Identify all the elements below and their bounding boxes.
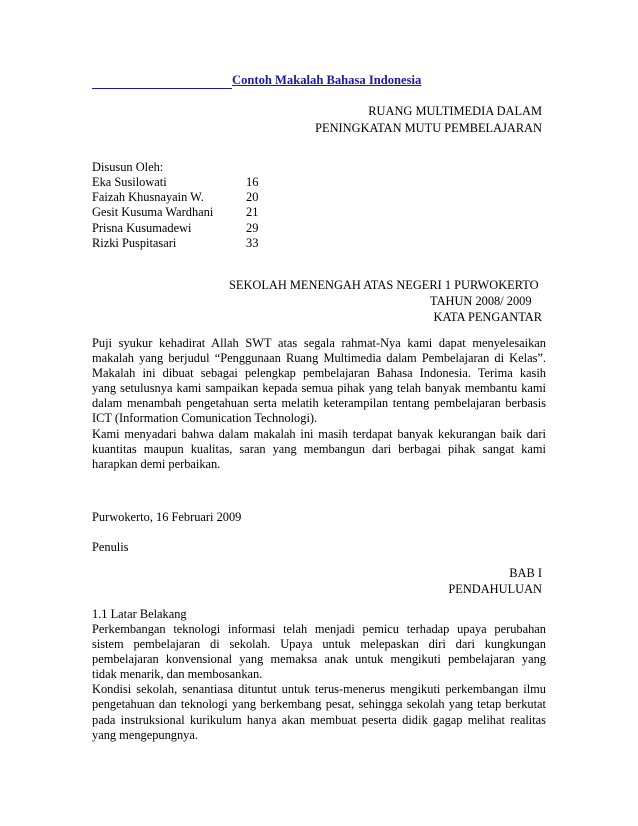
text-line: Kami menyadari bahwa dalam makalah ini masih terdapat banyak kekurangan baik dari xyxy=(92,426,546,441)
text-line: Puji syukur kehadirat Allah SWT atas segala rahmat-Nya kami dapat menyelesaikan xyxy=(92,336,546,350)
author-number: 33 xyxy=(246,235,259,250)
text-line: Perkembangan teknologi informasi telah menjadi pemicu terhadap upaya perubahan xyxy=(92,622,546,636)
author-row xyxy=(92,236,276,251)
text-line: dalam menambah pengetahuan serta melatih keterampilan tentang pembelajaran berbasis xyxy=(92,396,546,411)
author-row xyxy=(92,205,276,220)
author-name: Faizah Khusnayain W. xyxy=(92,190,204,205)
author-name: Gesit Kusuma Wardhani xyxy=(92,205,214,220)
author-name: Prisna Kusumadewi xyxy=(92,220,192,235)
disusun-oleh-label: Disusun Oleh: xyxy=(92,160,164,174)
author-row xyxy=(92,175,276,190)
school-name: SEKOLAH MENENGAH ATAS NEGERI 1 PURWOKERTO xyxy=(229,278,539,292)
author-number: 20 xyxy=(246,190,259,205)
penulis-label: Penulis xyxy=(92,540,129,554)
text-line: yang mengepungnya. xyxy=(92,727,198,742)
text-line: pengetahuan dan teknologi yang berkembang pesat, sehingga sekolah yang tetap berkutat xyxy=(92,697,546,712)
pendahuluan-heading: PENDAHULUAN xyxy=(448,582,542,596)
text-line: tidak menarik, dan membosankan. xyxy=(92,667,263,682)
text-line: harapkan demi perbaikan. xyxy=(92,456,221,471)
kata-pengantar-heading: KATA PENGANTAR xyxy=(433,310,542,324)
author-row xyxy=(92,221,276,236)
preface-paragraph-1 xyxy=(92,336,546,472)
author-name: Rizki Puspitasari xyxy=(92,235,177,250)
author-name: Eka Susilowati xyxy=(92,175,167,189)
text-line: yang setulusnya kami sampaikan kepada semua pihak yang telah banyak membantu kami xyxy=(92,381,546,396)
author-list xyxy=(92,175,276,251)
text-line: kuantitas maupun kualitas, saran yang membangun dari berbagai pihak sangat kami xyxy=(92,441,546,456)
section-heading-1-1: 1.1 Latar Belakang xyxy=(92,607,187,621)
text-line: ICT (Information Comunication Technologi). xyxy=(92,411,318,426)
text-line: makalah yang berjudul “Penggunaan Ruang Multimedia dalam Pembelajaran di Kelas”. xyxy=(92,351,546,366)
body-paragraphs xyxy=(92,622,546,743)
author-number: 21 xyxy=(246,205,259,220)
text-line: Kondisi sekolah, senantiasa dituntut untuk terus-menerus mengikuti perkembangan ilmu xyxy=(92,682,546,697)
academic-year: TAHUN 2008/ 2009 xyxy=(430,294,532,308)
text-line: sistem pembelajaran di sekolah. Upaya untuk melepaskan diri dari kungkungan xyxy=(92,637,546,652)
title-underline-rule xyxy=(92,88,232,89)
subtitle-line-2: PENINGKATAN MUTU PEMBELAJARAN xyxy=(315,121,542,135)
subtitle-line-1: RUANG MULTIMEDIA DALAM xyxy=(368,104,542,118)
text-line: pembelajaran konvensional yang memaksa anak untuk mengikuti pembelajaran yang xyxy=(92,652,546,667)
text-line: Makalah ini dibuat sebagai pelengkap pembelajaran Bahasa Indonesia. Terima kasih xyxy=(92,366,546,381)
author-number: 29 xyxy=(246,220,259,235)
author-number: 16 xyxy=(246,175,259,189)
author-row xyxy=(92,190,276,205)
place-date: Purwokerto, 16 Februari 2009 xyxy=(92,510,242,524)
bab-heading: BAB I xyxy=(509,566,542,580)
document-title-link[interactable]: Contoh Makalah Bahasa Indonesia xyxy=(232,73,422,87)
text-line: pada instruksional kurikulum hanya akan membuat peserta didik gagap melihat realitas xyxy=(92,712,546,727)
